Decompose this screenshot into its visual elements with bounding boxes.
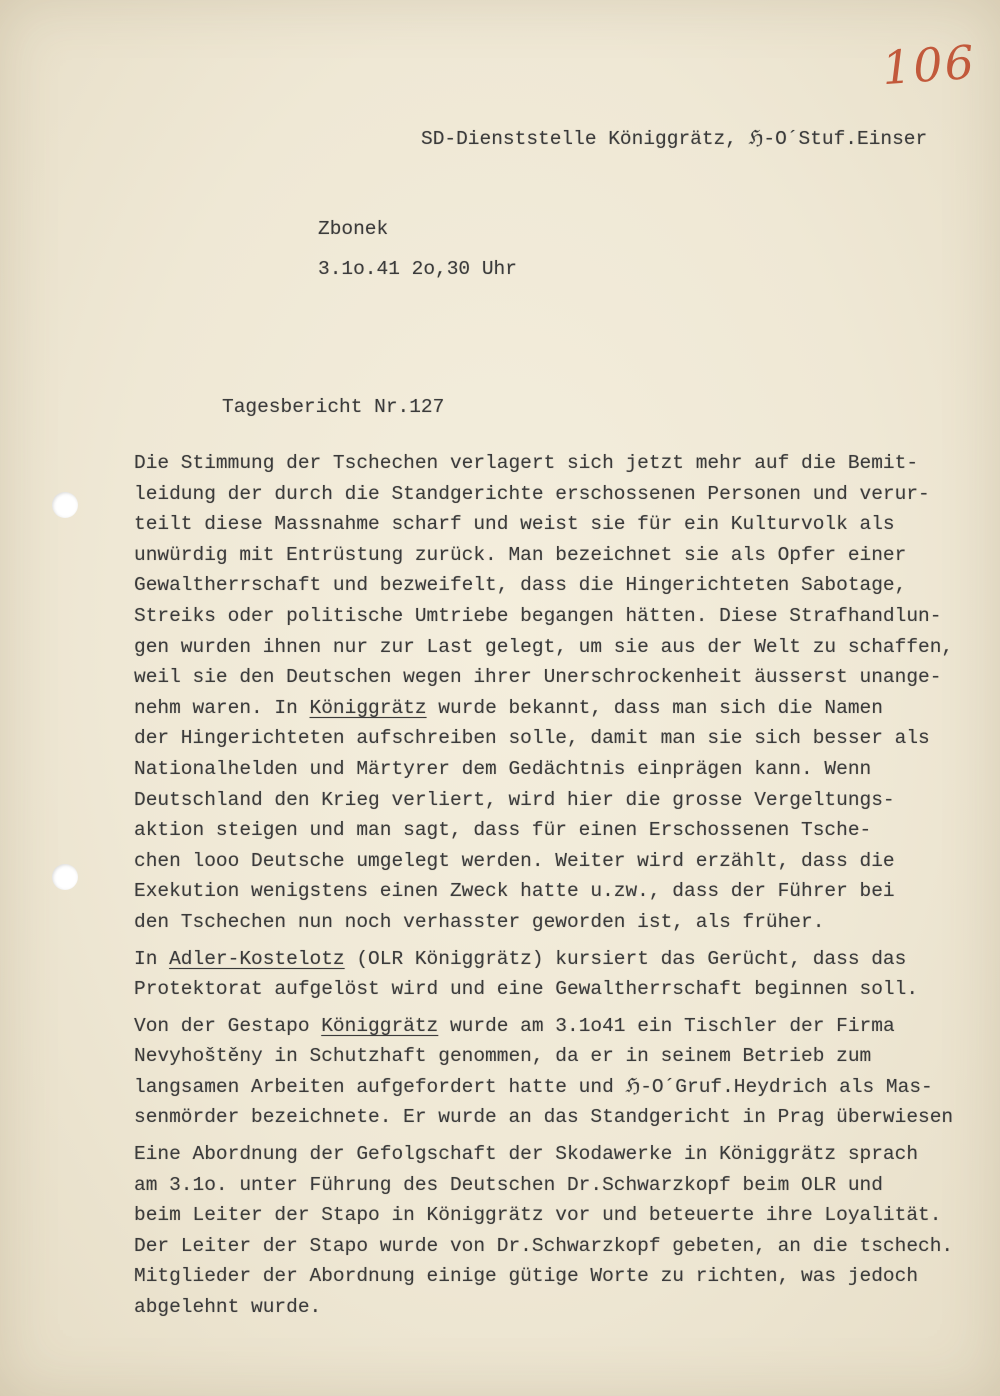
text-line (134, 1072, 974, 1103)
text-line (134, 448, 974, 479)
text-segment: langsamen Arbeiten aufgefordert hatte und ℌ-O´Gruf.Heydrich als Mas- (134, 1075, 933, 1098)
text-segment: leidung der durch die Standgerichte erschossenen Personen und verur- (134, 482, 930, 505)
text-line (134, 723, 974, 754)
text-line (134, 570, 974, 601)
text-line (134, 1292, 974, 1323)
text-line (134, 1170, 974, 1201)
punch-hole (52, 492, 78, 518)
text-segment: Deutschland den Krieg verliert, wird hier die grosse Vergeltungs- (134, 788, 895, 811)
paragraph (134, 448, 974, 938)
sender-header-pre: SD-Dienststelle (421, 128, 609, 150)
text-line (134, 1102, 974, 1133)
sender-header (421, 126, 927, 150)
text-segment: (OLR Königgrätz) kursiert das Gerücht, dass das (344, 947, 907, 970)
text-line (134, 632, 974, 663)
text-line (134, 1261, 974, 1292)
paragraph (134, 1011, 974, 1133)
text-segment: Nevyhoštěny in Schutzhaft genommen, da er in seinem Betrieb zum (134, 1045, 872, 1068)
text-segment: Der Leiter der Stapo wurde von Dr.Schwarzkopf gebeten, an die tschech. (134, 1234, 954, 1257)
text-segment: den Tschechen nun noch verhasster geworden ist, als früher. (134, 910, 825, 933)
text-line (134, 1041, 974, 1072)
text-segment: senmörder bezeichnete. Er wurde an das Standgericht in Prag überwiesen (134, 1106, 954, 1129)
place: Zbonek (318, 218, 389, 240)
text-line (134, 662, 974, 693)
text-segment: abgelehnt wurde. (134, 1296, 322, 1319)
text-line (134, 1200, 974, 1231)
report-title: Tagesbericht Nr.127 (222, 396, 445, 418)
text-line (134, 815, 974, 846)
underlined-place-name: Königgrätz (309, 696, 427, 719)
text-segment: am 3.1o. unter Führung des Deutschen Dr.Schwarzkopf beim OLR und (134, 1173, 883, 1196)
text-line (134, 1011, 974, 1042)
sender-header-post: , ℌ-O´Stuf.Einser (725, 128, 928, 150)
text-line (134, 876, 974, 907)
text-segment: Die Stimmung der Tschechen verlagert sich jetzt mehr auf die Bemit- (134, 452, 919, 474)
paragraph (134, 944, 974, 1005)
text-segment: Streiks oder politische Umtriebe begangen hätten. Diese Strafhandlun- (134, 604, 942, 627)
text-segment: gen wurden ihnen nur zur Last gelegt, um sie aus der Welt zu schaffen, (134, 635, 954, 658)
text-line (134, 907, 974, 938)
text-segment: nehm waren. In (134, 696, 310, 719)
text-segment: Eine Abordnung der Gefolgschaft der Skodawerke in Königgrätz sprach (134, 1143, 919, 1166)
report-body (134, 448, 974, 1329)
text-segment: der Hingerichteten aufschreiben solle, damit man sie sich besser als (134, 727, 930, 750)
text-segment: wurde bekannt, dass man sich die Namen (426, 696, 883, 719)
text-line (134, 785, 974, 816)
text-segment: In (134, 947, 170, 970)
underlined-place-name: Königgrätz (321, 1014, 439, 1037)
text-segment: wurde am 3.1o41 ein Tischler der Firma (438, 1014, 895, 1037)
text-line (134, 479, 974, 510)
text-line (134, 974, 974, 1005)
text-segment: chen looo Deutsche umgelegt werden. Weiter wird erzählt, dass die (134, 849, 895, 872)
text-segment: Gewaltherrschaft und bezweifelt, dass die Hingerichteten Sabotage, (134, 574, 907, 597)
underlined-place-name: Adler-Kostelotz (169, 947, 345, 970)
page-number: 106 (880, 34, 978, 96)
text-segment: beim Leiter der Stapo in Königgrätz vor und beteuerte ihre Loyalität. (134, 1204, 942, 1227)
sender-header-city: Königgrätz (608, 128, 726, 150)
text-line (134, 754, 974, 785)
text-line (134, 540, 974, 571)
text-line (134, 944, 974, 975)
paragraph (134, 1139, 974, 1323)
text-line (134, 509, 974, 540)
text-segment: aktion steigen und man sagt, dass für einen Erschossenen Tsche- (134, 819, 872, 842)
text-line (134, 693, 974, 724)
text-segment: Mitglieder der Abordnung einige gütige Worte zu richten, was jedoch (134, 1265, 919, 1288)
text-segment: Nationalhelden und Märtyrer dem Gedächtnis einprägen kann. Wenn (134, 757, 872, 780)
text-segment: teilt diese Massnahme scharf und weist sie für ein Kulturvolk als (134, 513, 895, 536)
date-time: 3.1o.41 2o,30 Uhr (318, 258, 517, 280)
text-line (134, 1139, 974, 1170)
text-segment: unwürdig mit Entrüstung zurück. Man bezeichnet sie als Opfer einer (134, 543, 907, 566)
text-line (134, 846, 974, 877)
text-segment: Protektorat aufgelöst wird und eine Gewaltherrschaft beginnen soll. (134, 978, 919, 1001)
text-segment: Exekution wenigstens einen Zweck hatte u.zw., dass der Führer bei (134, 880, 895, 903)
punch-hole (52, 864, 78, 890)
text-segment: weil sie den Deutschen wegen ihrer Unerschrockenheit äusserst unange- (134, 666, 942, 689)
text-line (134, 601, 974, 632)
text-segment: Von der Gestapo (134, 1014, 322, 1037)
text-line (134, 1231, 974, 1262)
